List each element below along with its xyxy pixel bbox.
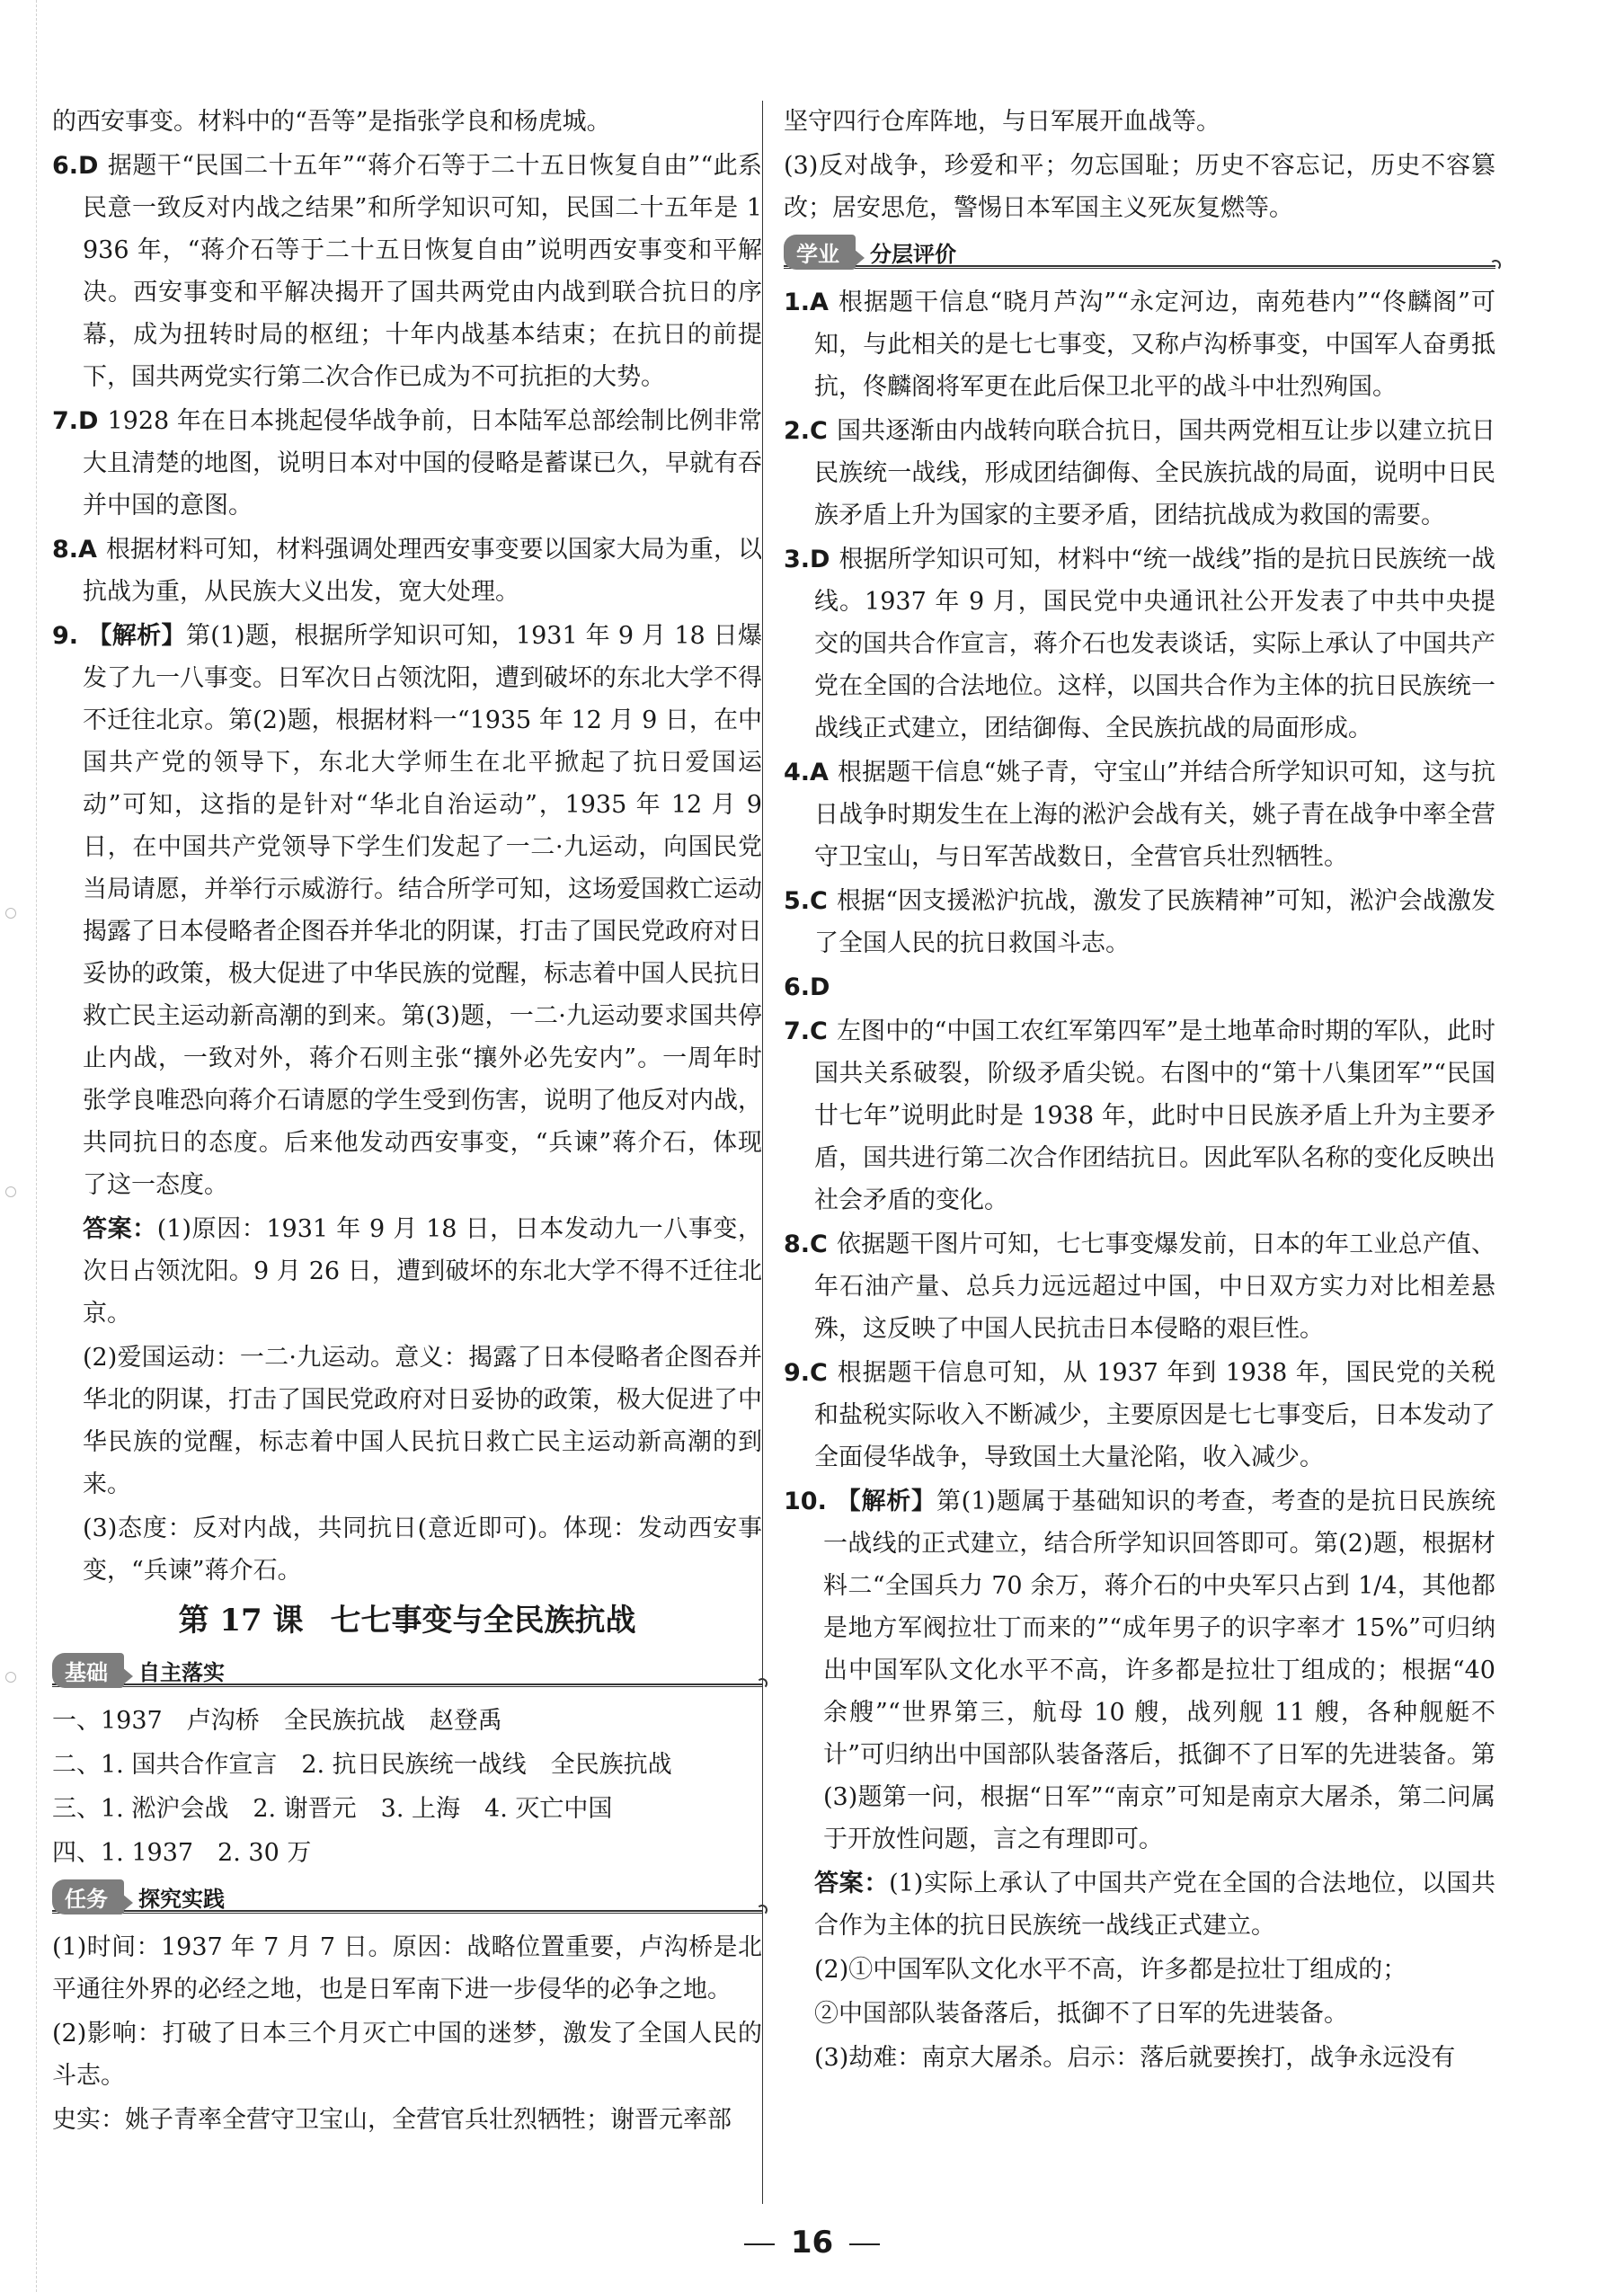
item-explanation: 左图中的“中国工农红军第四军”是土地革命时期的军队，此时国共关系破裂，阶级矛盾尖锐。右图中的“第十八集团军”“民国廿七年”说明此时是 1938 年，此时中日民族矛盾上升为主要矛盾，国共进行第二次合作团结抗日。因此军队名称的变化反映出社会矛盾的变化。 xyxy=(814,1017,1495,1214)
item-number: 8.A xyxy=(52,536,97,564)
fill-answer-line: 一、1937 卢沟桥 全民族抗战 赵登禹 xyxy=(52,1707,502,1735)
section-subtitle: 分层评价 xyxy=(870,242,956,267)
practice-answer-3: (3)反对战争，珍爱和平；勿忘国耻；历史不容忘记，历史不容篡改；居安思危，警惕日本军国主义死灰复燃等。 xyxy=(784,152,1495,222)
arrow-icon xyxy=(122,1667,133,1685)
answer-block xyxy=(52,1208,762,1335)
binding-margin xyxy=(0,0,37,2292)
item-explanation: 依据题干图片可知，七七事变爆发前，日本的年工业总产值、年石油产量、总兵力远远超过中国，中日双方实力对比相差悬殊，这反映了中国人民抗击日本侵略的艰巨性。 xyxy=(814,1230,1495,1343)
eval-item xyxy=(784,1352,1495,1479)
eval-item xyxy=(784,751,1495,878)
binding-hole-icon xyxy=(5,908,16,919)
left-column xyxy=(52,101,762,2143)
section-subtitle: 探究实践 xyxy=(138,1887,225,1912)
page-number: 16 xyxy=(790,2225,834,2261)
section-header-evaluation xyxy=(784,235,1495,272)
section-header-basics xyxy=(52,1653,762,1691)
section-pill: 任务 xyxy=(52,1879,124,1914)
item-number: 7.D xyxy=(52,407,99,435)
answer-item-7 xyxy=(52,400,762,527)
eval-item xyxy=(784,1010,1495,1222)
item-explanation: 第(1)题，根据所学知识可知，1931 年 9 月 18 日爆发了九一八事变。日军次日占领沈阳，遭到破坏的东北大学不得不迁往北京。第(2)题，根据材料一“1935 年 12 月 9 日，在中国共产党的领导下，东北大学师生在北平掀起了抗日爱国运动”可知，这指的是针对“华北自治运动”，1935 年 12 月 9 日，在中国共产党领导下学生们发起了一二·九运动，向国民党当局请愿，并举行示威游行。结合所学可知，这场爱国救亡运动揭露了日本侵略者企图吞并华北的阴谋，打击了国民党政府对日妥协的政策，极大促进了中华民族的觉醒，标志着中国人民抗日救亡民主运动新高潮的到来。第(3)题，一二·九运动要求国共停止内战，一致对外，蒋介石则主张“攘外必先安内”。一周年时张学良唯恐向蒋介石请愿的学生受到伤害，说明了他反对内战，共同抗日的态度。后来他发动西安事变，“兵谏”蒋介石，体现了这一态度。 xyxy=(83,622,763,1199)
item-number: 8.C xyxy=(784,1230,828,1258)
answer-part-2a: (2)①中国军队文化水平不高，许多都是拉壮丁组成的； xyxy=(814,1956,1407,1984)
lesson-number: 第 17 课 xyxy=(178,1603,304,1639)
item-explanation: 根据材料可知，材料强调处理西安事变要以国家大局为重，以抗战为重，从民族大义出发，宽大处理。 xyxy=(83,536,762,606)
lesson-title xyxy=(52,1595,762,1646)
eval-item xyxy=(784,281,1495,408)
item-number: 9. xyxy=(52,622,79,650)
fill-answer-line: 四、1. 1937 2. 30 万 xyxy=(52,1839,312,1867)
item-explanation: 根据“因支援淞沪抗战，激发了民族精神”可知，淞沪会战激发了全国人民的抗日救国斗志。 xyxy=(814,887,1495,957)
answer-part-2: (2)爱国运动：一二·九运动。意义：揭露了日本侵略者企图吞并华北的阴谋，打击了国民党政府对日妥协的政策，极大促进了中华民族的觉醒，标志着中国人民抗日救亡民主运动新高潮的到来。 xyxy=(83,1344,762,1498)
answer-label: 答案： xyxy=(83,1215,157,1243)
lesson-name: 七七事变与全民族抗战 xyxy=(330,1603,636,1639)
item-number: 6.D xyxy=(52,152,99,180)
eval-item xyxy=(784,966,1495,1008)
item-number: 2.C xyxy=(784,417,828,445)
practice-facts-continued: 坚守四行仓库阵地，与日军展开血战等。 xyxy=(784,108,1220,136)
item-number: 6.D xyxy=(784,973,830,1001)
section-pill: 学业 xyxy=(784,235,856,270)
footer-dash xyxy=(849,2243,880,2245)
eval-item xyxy=(784,1223,1495,1350)
practice-answer-2: (2)影响：打破了日本三个月灭亡中国的迷梦，激发了全国人民的斗志。 xyxy=(52,2020,762,2090)
item-number: 9.C xyxy=(784,1359,828,1387)
item-explanation: 根据题干信息“姚子青，守宝山”并结合所学知识可知，这与抗日战争时期发生在上海的淞沪会战有关，姚子青在战争中率全营守卫宝山，与日军苦战数日，全营官兵壮烈牺牲。 xyxy=(814,759,1495,871)
item-number: 10. xyxy=(784,1488,827,1515)
right-column xyxy=(784,101,1495,2081)
answer-part-3: (3)态度：反对内战，共同抗日(意近即可)。体现：发动西安事变，“兵谏”蒋介石。 xyxy=(83,1515,762,1585)
item-explanation: 根据所学知识可知，材料中“统一战线”指的是抗日民族统一战线。1937 年 9 月，国民党中央通讯社公开发表了中共中央提交的国共合作宣言，蒋介石也发表谈话，实际上承认了中国共产党在全国的合法地位。这样，以国共合作为主体的抗日民族统一战线正式建立，团结御侮、全民族抗战的局面形成。 xyxy=(814,546,1495,742)
binding-hole-icon xyxy=(5,1186,16,1197)
item-explanation: 据题干“民国二十五年”“蒋介石等于二十五日恢复自由”“此系民意一致反对内战之结果”和所学知识可知，民国二十五年是 1936 年，“蒋介石等于二十五日恢复自由”说明西安事变和平解决。西安事变和平解决揭开了国共两党由内战到联合抗日的序幕，成为扭转时局的枢纽；十年内战基本结束；在抗日的前提下，国共两党实行第二次合作已成为不可抗拒的大势。 xyxy=(83,152,762,391)
answer-item-9 xyxy=(52,615,762,1206)
practice-answer-1: (1)时间：1937 年 7 月 7 日。原因：战略位置重要，卢沟桥是北平通往外界的必经之地，也是日军南下进一步侵华的必争之地。 xyxy=(52,1933,762,2003)
answer-part-1: (1)原因：1931 年 9 月 18 日，日本发动九一八事变，次日占领沈阳。9 月 26 日，遭到破坏的东北大学不得不迁往北京。 xyxy=(83,1215,763,1328)
item-number: 4.A xyxy=(784,759,829,786)
item-explanation: 1928 年在日本挑起侵华战争前，日本陆军总部绘制比例非常大且清楚的地图，说明日本对中国的侵略是蓄谋已久，早就有吞并中国的意图。 xyxy=(83,407,762,520)
item-explanation: 国共逐渐由内战转向联合抗日，国共两党相互让步以建立抗日民族统一战线，形成团结御侮、全民族抗战的局面，说明中日民族矛盾上升为国家的主要矛盾，团结抗战成为救国的需要。 xyxy=(814,417,1495,529)
item-number: 7.C xyxy=(784,1017,828,1045)
answer-item-8 xyxy=(52,529,762,613)
eval-item-10 xyxy=(784,1480,1495,1861)
item-explanation: 第(1)题属于基础知识的考查，考查的是抗日民族统一战线的正式建立，结合所学知识回答即可。第(2)题，根据材料二“全国兵力 70 余万，蒋介石的中央军只占到 1/4，其他都是地方军阀拉壮丁而来的”“成年男子的识字率才 15%”可归纳出中国军队文化水平不高，许多都是拉壮丁组成的；根据“40 余艘”“世界第三，航母 10 艘，战列舰 11 艘，各种舰艇不计”可归纳出中国部队装备落后，抵御不了日军的先进装备。第(3)题第一问，根据“日军”“南京”可知是南京大屠杀，第二问属于开放性问题，言之有理即可。 xyxy=(823,1488,1496,1853)
answer-part-3: (3)劫难：南京大屠杀。启示：落后就要挨打，战争永远没有 xyxy=(814,2044,1456,2072)
eval-item xyxy=(784,410,1495,537)
answer-part-2b: ②中国部队装备落后，抵御不了日军的先进装备。 xyxy=(814,2000,1348,2028)
item-number: 5.C xyxy=(784,887,828,915)
section-subtitle: 自主落实 xyxy=(138,1660,225,1685)
binding-hole-icon xyxy=(5,1672,16,1683)
footer-dash xyxy=(744,2243,775,2245)
column-divider xyxy=(762,101,763,2204)
eval-item xyxy=(784,880,1495,964)
answer-label: 答案： xyxy=(814,1870,890,1897)
arrow-icon xyxy=(122,1894,133,1912)
item-explanation: 根据题干信息可知，从 1937 年到 1938 年，国民党的关税和盐税实际收入不断减少，主要原因是七七事变后，日本发动了全面侵华战争，导致国土大量沦陷，收入减少。 xyxy=(814,1359,1495,1471)
page-footer xyxy=(0,2225,1624,2261)
practice-facts: 史实：姚子青率全营守卫宝山，全营官兵壮烈牺牲；谢晋元率部 xyxy=(52,2106,732,2134)
analysis-tag: 【解析】 xyxy=(835,1488,936,1515)
analysis-tag: 【解析】 xyxy=(87,622,186,650)
item-explanation: 根据题干信息“晓月芦沟”“永定河边，南苑巷内”“佟麟阁”可知，与此相关的是七七事变，又称卢沟桥事变，中国军人奋勇抵抗，佟麟阁将军更在此后保卫北平的战斗中壮烈殉国。 xyxy=(814,289,1495,401)
item-number: 1.A xyxy=(784,289,829,316)
eval-item xyxy=(784,538,1495,750)
answer-item-6 xyxy=(52,145,762,398)
answer-block xyxy=(784,1862,1495,1947)
item-number: 3.D xyxy=(784,546,830,573)
section-header-task xyxy=(52,1879,762,1917)
section-pill: 基础 xyxy=(52,1653,124,1688)
arrow-icon xyxy=(854,249,865,267)
answer-part-1: (1)实际上承认了中国共产党在全国的合法地位，以国共合作为主体的抗日民族统一战线正式建立。 xyxy=(814,1870,1496,1940)
fill-answer-line: 二、1. 国共合作宣言 2. 抗日民族统一战线 全民族抗战 xyxy=(52,1751,672,1779)
fill-answer-line: 三、1. 淞沪会战 2. 谢晋元 3. 上海 4. 灭亡中国 xyxy=(52,1795,613,1823)
answer-continuation: 的西安事变。材料中的“吾等”是指张学良和杨虎城。 xyxy=(52,108,611,136)
